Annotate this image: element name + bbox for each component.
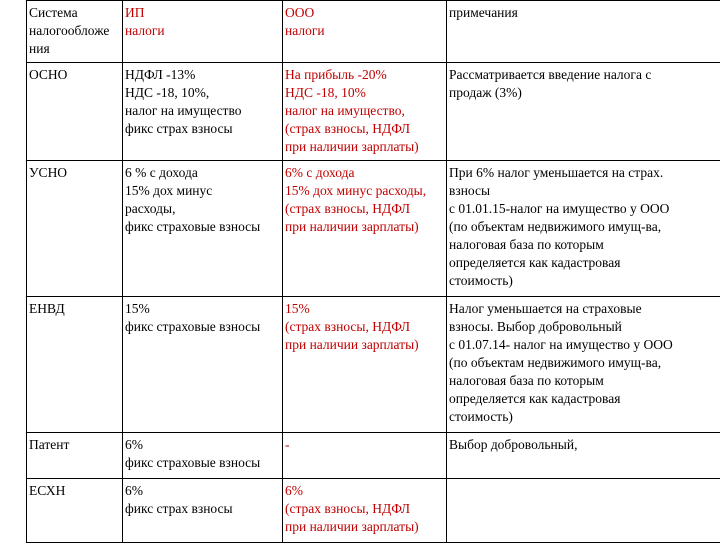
cell-ip: 6% фикс страховые взносы [123, 433, 283, 479]
cell-note: Рассматривается введение налога с продаж (3%) [447, 63, 720, 161]
cell-ooo: 15% (страх взносы, НДФЛ при наличии зарплаты) [283, 297, 447, 433]
cell-note: Выбор добровольный, [447, 433, 720, 479]
header-ooo: ООО налоги [283, 1, 447, 63]
cell-ip: 6 % с дохода 15% дох минус расходы, фикс страховые взносы [123, 161, 283, 297]
table-row [27, 63, 720, 161]
cell-ip: 6% фикс страх взносы [123, 479, 283, 543]
header-notes: примечания [447, 1, 720, 63]
cell-ip: 15% фикс страховые взносы [123, 297, 283, 433]
header-ip: ИП налоги [123, 1, 283, 63]
table-row [27, 433, 720, 479]
cell-system: Патент [27, 433, 123, 479]
tax-systems-table [26, 0, 720, 543]
table-row [27, 297, 720, 433]
cell-system: УСНО [27, 161, 123, 297]
cell-system: ЕНВД [27, 297, 123, 433]
table-header-row [27, 1, 720, 63]
cell-system: ОСНО [27, 63, 123, 161]
cell-note [447, 479, 720, 543]
table-row [27, 479, 720, 543]
cell-ooo: - [283, 433, 447, 479]
cell-ooo: 6% (страх взносы, НДФЛ при наличии зарплаты) [283, 479, 447, 543]
cell-ooo: На прибыль -20% НДС -18, 10% налог на имущество, (страх взносы, НДФЛ при наличии зарплаты) [283, 63, 447, 161]
cell-note: При 6% налог уменьшается на страх. взносы с 01.01.15-налог на имущество у ООО (по объектам недвижимого имущ-ва, налоговая база по которым определяется как кадастровая стоимость) [447, 161, 720, 297]
header-system: Система налогообложе ния [27, 1, 123, 63]
cell-ooo: 6% с дохода 15% дох минус расходы, (страх взносы, НДФЛ при наличии зарплаты) [283, 161, 447, 297]
cell-system: ЕСХН [27, 479, 123, 543]
cell-ip: НДФЛ -13% НДС -18, 10%, налог на имущество фикс страх взносы [123, 63, 283, 161]
table-row [27, 161, 720, 297]
cell-note: Налог уменьшается на страховые взносы. Выбор добровольный с 01.07.14- налог на имущество у ООО (по объектам недвижимого имущ-ва, налоговая база по которым определяется как кадастровая стоимость) [447, 297, 720, 433]
